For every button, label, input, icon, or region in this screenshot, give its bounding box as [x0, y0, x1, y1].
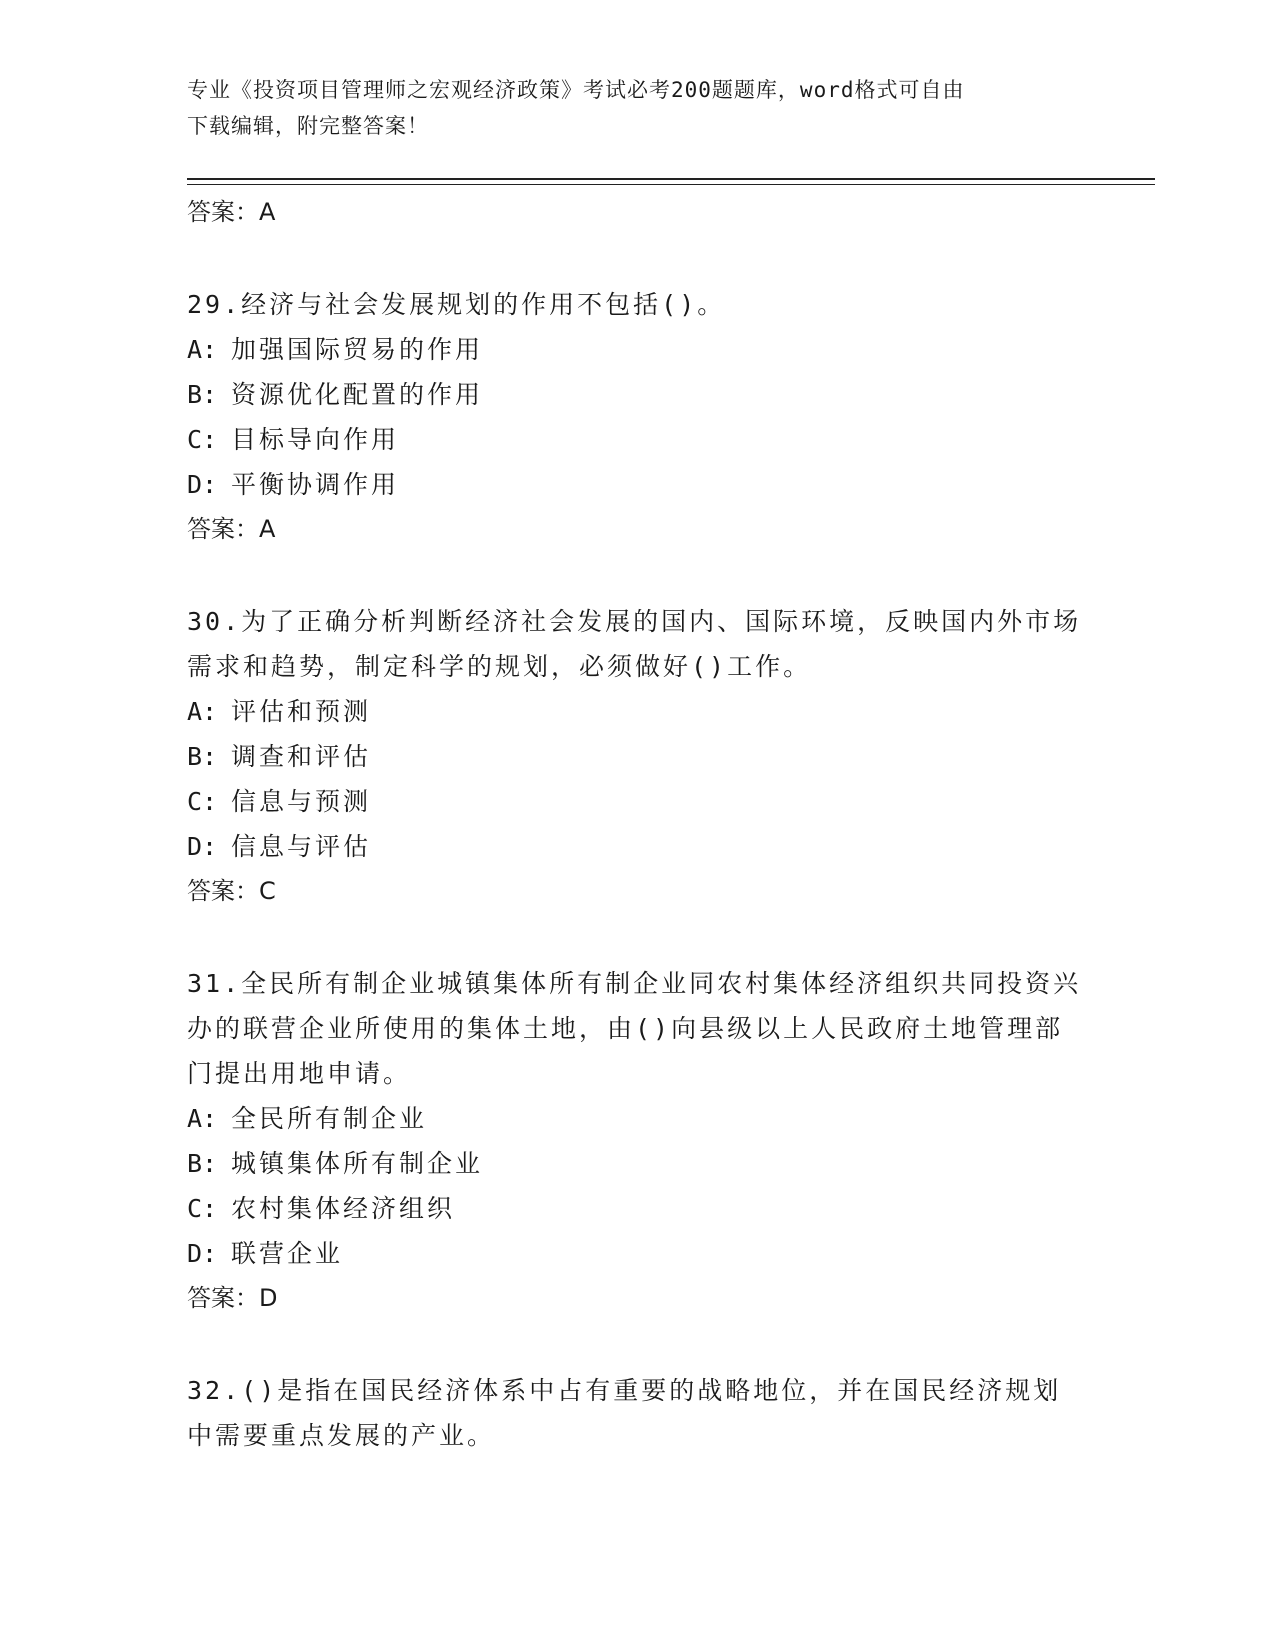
option-b — [187, 372, 1087, 417]
option-key: B: — [187, 380, 218, 409]
question-block — [187, 282, 1087, 552]
option-text: 平衡协调作用 — [231, 470, 400, 499]
option-text: 信息与预测 — [231, 787, 372, 816]
option-text: 全民所有制企业 — [231, 1104, 428, 1133]
answer-text: 答案：D — [187, 1284, 278, 1312]
option-c — [187, 417, 1087, 462]
option-key: C: — [187, 1194, 218, 1223]
option-a — [187, 327, 1087, 372]
question-text: 32.()是指在国民经济体系中占有重要的战略地位，并在国民经济规划中需要重点发展的产业。 — [187, 1376, 1062, 1450]
option-a — [187, 689, 1087, 734]
option-a — [187, 1096, 1087, 1141]
option-key: D: — [187, 832, 218, 861]
option-c — [187, 779, 1087, 824]
option-text: 调查和评估 — [231, 742, 372, 771]
question-list — [187, 190, 1087, 1458]
option-key: A: — [187, 335, 218, 364]
answer-text: 答案：A — [187, 515, 276, 543]
option-key: D: — [187, 1239, 218, 1268]
header-line-2: 下载编辑，附完整答案！ — [187, 114, 429, 138]
option-b — [187, 734, 1087, 779]
question-block — [187, 961, 1087, 1321]
question-block — [187, 1368, 1087, 1458]
question-text: 29.经济与社会发展规划的作用不包括()。 — [187, 290, 726, 319]
question-block — [187, 599, 1087, 914]
answer-text: 答案：C — [187, 877, 276, 905]
option-text: 农村集体经济组织 — [231, 1194, 456, 1223]
header-divider-thick — [187, 178, 1155, 180]
option-text: 城镇集体所有制企业 — [231, 1149, 484, 1178]
option-text: 评估和预测 — [231, 697, 372, 726]
option-key: B: — [187, 742, 218, 771]
option-text: 目标导向作用 — [231, 425, 400, 454]
option-key: C: — [187, 787, 218, 816]
option-c — [187, 1186, 1087, 1231]
option-key: A: — [187, 697, 218, 726]
option-key: B: — [187, 1149, 218, 1178]
option-text: 联营企业 — [231, 1239, 344, 1268]
previous-answer: 答案：A — [187, 198, 276, 226]
option-text: 资源优化配置的作用 — [231, 380, 484, 409]
option-text: 信息与评估 — [231, 832, 372, 861]
document-header — [187, 72, 1087, 144]
header-line-1: 专业《投资项目管理师之宏观经济政策》考试必考200题题库，word格式可自由 — [187, 78, 965, 102]
option-key: C: — [187, 425, 218, 454]
option-text: 加强国际贸易的作用 — [231, 335, 484, 364]
option-b — [187, 1141, 1087, 1186]
question-text: 31.全民所有制企业城镇集体所有制企业同农村集体经济组织共同投资兴办的联营企业所使用的集体土地，由()向县级以上人民政府土地管理部门提出用地申请。 — [187, 969, 1082, 1088]
option-d — [187, 1231, 1087, 1276]
question-text: 30.为了正确分析判断经济社会发展的国内、国际环境，反映国内外市场需求和趋势，制定科学的规划，必须做好()工作。 — [187, 607, 1082, 681]
option-d — [187, 824, 1087, 869]
option-key: A: — [187, 1104, 218, 1133]
header-divider-thin — [187, 184, 1155, 185]
option-key: D: — [187, 470, 218, 499]
option-d — [187, 462, 1087, 507]
